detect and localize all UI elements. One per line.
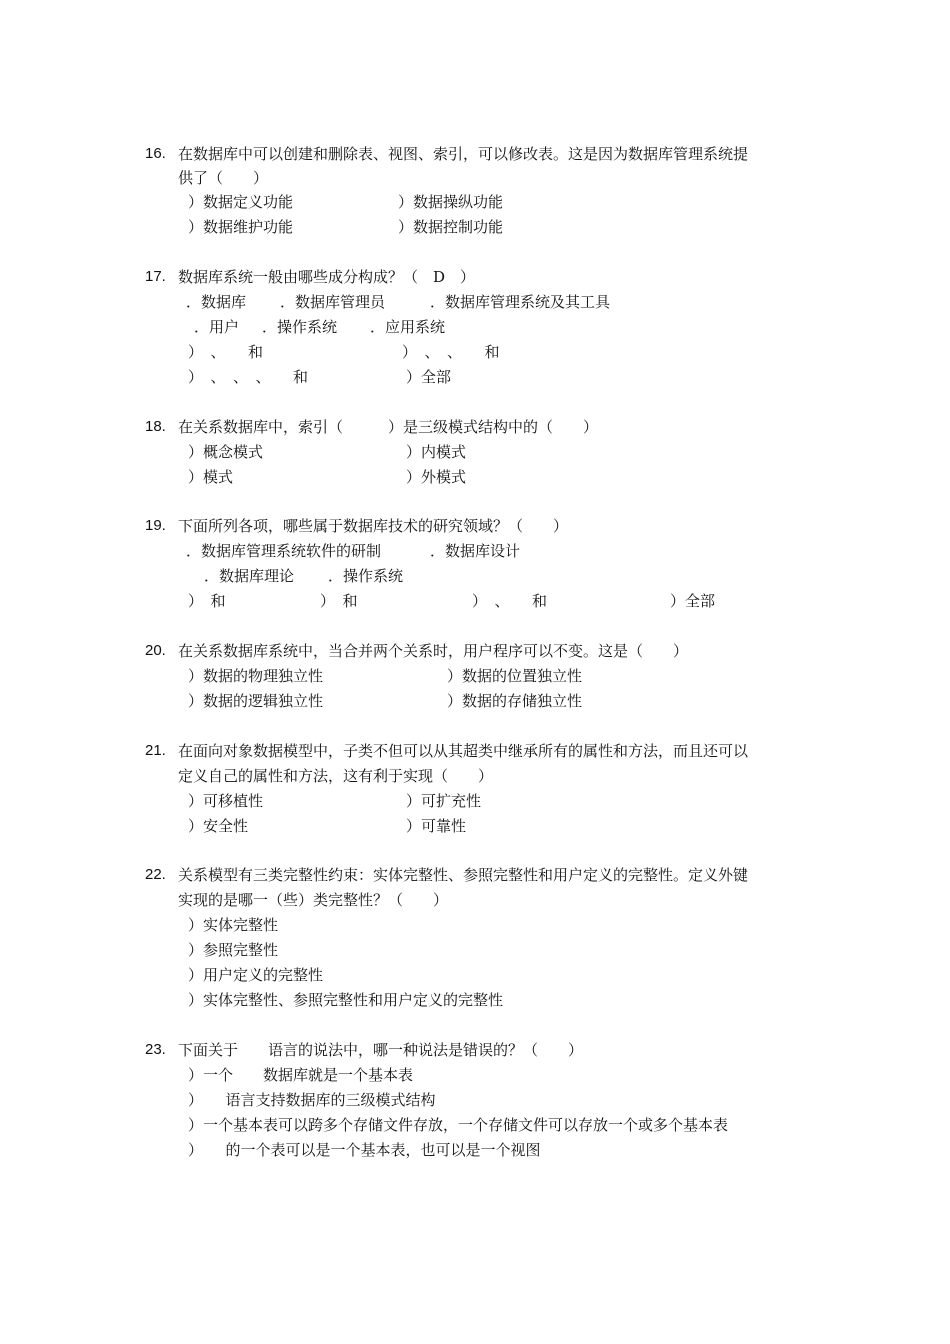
list-item: ．数据库管理员 [280,293,386,311]
question-stem: 供了（ ） [178,169,269,187]
answer-option: ） 、 和 [472,592,548,610]
list-item: ．用户 [194,318,240,336]
answer-option: ）一个 数据库就是一个基本表 [188,1066,414,1084]
question-number: 20. [145,642,166,659]
list-item: ．操作系统 [328,567,404,585]
list-item: ．数据库设计 [430,542,521,560]
answer-option: ）数据维护功能 [188,218,294,236]
question-number: 18. [145,418,166,435]
question-stem: 在面向对象数据模型中，子类不但可以从其超类中继承所有的属性和方法，而且还可以 [178,742,749,760]
answer-option: ）数据的物理独立性 [188,667,324,685]
question-stem: 关系模型有三类完整性约束：实体完整性、参照完整性和用户定义的完整性。定义外键 [178,866,749,884]
question-number: 21. [145,742,166,759]
answer-option: ）数据的逻辑独立性 [188,692,324,710]
question-stem: 实现的是哪一（些）类完整性？（ ） [178,891,449,909]
answer-option: ）可移植性 [188,792,264,810]
answer-option: ）数据操纵功能 [398,193,504,211]
answer-option: ）可扩充性 [406,792,482,810]
question-number: 22. [145,866,166,883]
question-number: 19. [145,517,166,534]
question-stem: 数据库系统一般由哪些成分构成？（ D ） [178,268,476,286]
question-stem: 定义自己的属性和方法，这有利于实现（ ） [178,767,494,785]
question-stem: 在数据库中可以创建和删除表、视图、索引，可以修改表。这是因为数据库管理系统提 [178,145,749,163]
answer-option: ）实体完整性、参照完整性和用户定义的完整性 [188,991,504,1009]
answer-option: ）一个基本表可以跨多个存储文件存放，一个存储文件可以存放一个或多个基本表 [188,1116,729,1134]
answer-option: ）可靠性 [406,817,467,835]
list-item: ．应用系统 [370,318,446,336]
answer-option: ）全部 [406,368,452,386]
answer-option: ）概念模式 [188,443,264,461]
answer-option: ） 、 和 [188,343,264,361]
answer-option: ）数据的存储独立性 [447,692,583,710]
answer-option: ） 和 [188,592,226,610]
question-stem: 在关系数据库系统中，当合并两个关系时，用户程序可以不变。这是（ ） [178,642,689,660]
list-item: ．数据库理论 [204,567,295,585]
answer-option: ）外模式 [406,468,467,486]
question-stem: 下面所列各项，哪些属于数据库技术的研究领域？（ ） [178,517,569,535]
list-item: ．数据库管理系统及其工具 [430,293,611,311]
list-item: ．数据库 [186,293,247,311]
answer-option: ）参照完整性 [188,941,279,959]
answer-option: ）内模式 [406,443,467,461]
answer-option: ）数据控制功能 [398,218,504,236]
answer-option: ）数据定义功能 [188,193,294,211]
question-number: 23. [145,1041,166,1058]
question-number: 16. [145,145,166,162]
answer-option: ） 语言支持数据库的三级模式结构 [188,1091,436,1109]
answer-option: ） 的一个表可以是一个基本表，也可以是一个视图 [188,1141,541,1159]
answer-option: ） 和 [320,592,358,610]
answer-option: ）实体完整性 [188,916,279,934]
answer-option: ） 、 、 和 [402,343,500,361]
question-number: 17. [145,268,166,285]
answer-option: ）全部 [670,592,716,610]
question-stem: 下面关于 语言的说法中，哪一种说法是错误的？（ ） [178,1041,584,1059]
answer-option: ） 、 、 、 和 [188,368,309,386]
list-item: ．数据库管理系统软件的研制 [186,542,382,560]
answer-option: ）模式 [188,468,234,486]
answer-option: ）安全性 [188,817,249,835]
answer-option: ）数据的位置独立性 [447,667,583,685]
answer-option: ）用户定义的完整性 [188,966,324,984]
list-item: ．操作系统 [262,318,338,336]
question-stem: 在关系数据库中，索引（ ）是三级模式结构中的（ ） [178,418,599,436]
